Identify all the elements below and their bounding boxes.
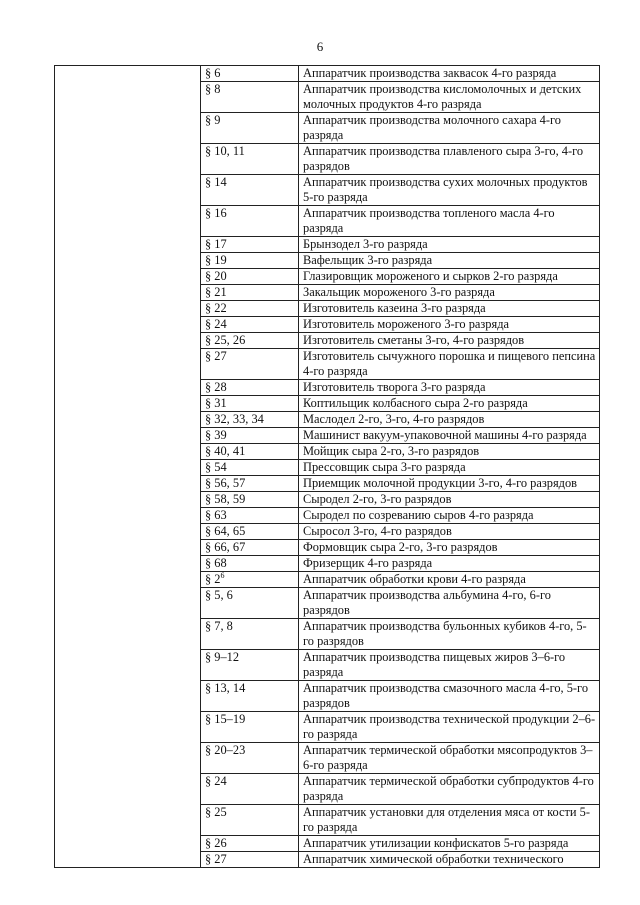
paragraph-ref-text: § 22 (205, 301, 227, 315)
paragraph-ref (201, 650, 299, 681)
paragraph-superscript: 6 (220, 571, 225, 580)
paragraph-ref-text: § 27 (205, 349, 227, 363)
paragraph-ref-text: § 32, 33, 34 (205, 412, 264, 426)
paragraph-ref (201, 492, 299, 508)
paragraph-ref-text: § 25 (205, 805, 227, 819)
profession-title: Приемщик молочной продукции 3-го, 4-го разрядов (299, 476, 600, 492)
paragraph-ref-text: § 40, 41 (205, 444, 246, 458)
profession-title: Формовщик сыра 2-го, 3-го разрядов (299, 540, 600, 556)
paragraph-ref (201, 66, 299, 82)
profession-title: Аппаратчик производства заквасок 4-го разряда (299, 66, 600, 82)
paragraph-ref (201, 412, 299, 428)
profession-title: Изготовитель творога 3-го разряда (299, 380, 600, 396)
paragraph-ref-text: § 14 (205, 175, 227, 189)
profession-title: Аппаратчик производства смазочного масла 4-го, 5-го разрядов (299, 681, 600, 712)
paragraph-ref-text: § 28 (205, 380, 227, 394)
paragraph-ref (201, 349, 299, 380)
profession-title: Аппаратчик производства топленого масла 4-го разряда (299, 206, 600, 237)
page-number: 6 (316, 39, 324, 54)
paragraph-ref-text: § 25, 26 (205, 333, 246, 347)
paragraph-ref-text: § 15–19 (205, 712, 246, 726)
profession-title: Аппаратчик производства бульонных кубиков 4-го, 5-го разрядов (299, 619, 600, 650)
profession-title: Прессовщик сыра 3-го разряда (299, 460, 600, 476)
paragraph-ref (201, 540, 299, 556)
paragraph-ref (201, 508, 299, 524)
profession-title: Сыродел по созреванию сыров 4-го разряда (299, 508, 600, 524)
profession-title: Изготовитель сычужного порошка и пищевого пепсина 4-го разряда (299, 349, 600, 380)
profession-title: Сыродел 2-го, 3-го разрядов (299, 492, 600, 508)
paragraph-ref-text: § 24 (205, 317, 227, 331)
paragraph-ref (201, 396, 299, 412)
paragraph-ref (201, 206, 299, 237)
paragraph-ref (201, 333, 299, 349)
paragraph-ref-text: § 66, 67 (205, 540, 246, 554)
paragraph-ref (201, 476, 299, 492)
paragraph-ref-text: § 9 (205, 113, 221, 127)
profession-title: Изготовитель казеина 3-го разряда (299, 301, 600, 317)
profession-title: Мойщик сыра 2-го, 3-го разрядов (299, 444, 600, 460)
paragraph-ref (201, 836, 299, 852)
paragraph-ref-text: § 19 (205, 253, 227, 267)
paragraph-ref-text: § 21 (205, 285, 227, 299)
paragraph-ref (201, 144, 299, 175)
paragraph-ref (201, 253, 299, 269)
paragraph-ref (201, 428, 299, 444)
paragraph-ref-text: § 8 (205, 82, 221, 96)
paragraph-ref (201, 852, 299, 868)
paragraph-ref-text: § 31 (205, 396, 227, 410)
paragraph-ref (201, 113, 299, 144)
paragraph-ref-text: § 27 (205, 852, 227, 866)
paragraph-ref (201, 380, 299, 396)
paragraph-ref-text: § 5, 6 (205, 588, 233, 602)
profession-title: Аппаратчик производства плавленого сыра 3-го, 4-го разрядов (299, 144, 600, 175)
paragraph-ref (201, 805, 299, 836)
paragraph-ref (201, 269, 299, 285)
profession-title: Аппаратчик утилизации конфискатов 5-го разряда (299, 836, 600, 852)
profession-title: Изготовитель сметаны 3-го, 4-го разрядов (299, 333, 600, 349)
profession-title: Маслодел 2-го, 3-го, 4-го разрядов (299, 412, 600, 428)
paragraph-ref (201, 681, 299, 712)
paragraph-ref-text: § 6 (205, 66, 221, 80)
paragraph-ref-text: § 16 (205, 206, 227, 220)
paragraph-ref (201, 556, 299, 572)
paragraph-ref-text: § 56, 57 (205, 476, 246, 490)
paragraph-ref (201, 460, 299, 476)
profession-title: Аппаратчик производства пищевых жиров 3–6-го разряда (299, 650, 600, 681)
profession-title: Глазировщик мороженого и сырков 2-го разряда (299, 269, 600, 285)
paragraph-ref-text: § 17 (205, 237, 227, 251)
paragraph-ref (201, 444, 299, 460)
paragraph-ref-text: § 13, 14 (205, 681, 246, 695)
profession-title: Сыросол 3-го, 4-го разрядов (299, 524, 600, 540)
paragraph-ref-text: § 54 (205, 460, 227, 474)
blank-first-column (55, 66, 201, 868)
paragraph-ref (201, 317, 299, 333)
paragraph-ref-text: § 20 (205, 269, 227, 283)
profession-title: Аппаратчик производства технической продукции 2–6-го разряда (299, 712, 600, 743)
profession-title: Аппаратчик производства альбумина 4-го, 6-го разрядов (299, 588, 600, 619)
paragraph-ref-text: § 58, 59 (205, 492, 246, 506)
paragraph-ref-text: § 7, 8 (205, 619, 233, 633)
profession-title: Аппаратчик установки для отделения мяса от кости 5-го разряда (299, 805, 600, 836)
paragraph-ref-text: § 63 (205, 508, 227, 522)
paragraph-ref-text: § 68 (205, 556, 227, 570)
paragraph-ref-text: § 39 (205, 428, 227, 442)
profession-title: Аппаратчик производства молочного сахара 4-го разряда (299, 113, 600, 144)
paragraph-ref (201, 572, 299, 588)
paragraph-ref-text: § 9–12 (205, 650, 240, 664)
profession-title: Аппаратчик термической обработки мясопродуктов 3–6-го разряда (299, 743, 600, 774)
paragraph-ref-text: § 10, 11 (205, 144, 245, 158)
profession-table (54, 65, 600, 868)
paragraph-ref-text: § 26 (205, 836, 227, 850)
paragraph-ref (201, 588, 299, 619)
table-row (55, 66, 600, 82)
paragraph-ref (201, 237, 299, 253)
paragraph-ref (201, 774, 299, 805)
paragraph-ref-text: § 24 (205, 774, 227, 788)
paragraph-ref-text: § 64, 65 (205, 524, 246, 538)
profession-title: Изготовитель мороженого 3-го разряда (299, 317, 600, 333)
profession-title: Аппаратчик обработки крови 4-го разряда (299, 572, 600, 588)
paragraph-ref (201, 175, 299, 206)
paragraph-ref (201, 301, 299, 317)
profession-title: Закальщик мороженого 3-го разряда (299, 285, 600, 301)
paragraph-ref (201, 619, 299, 650)
profession-title: Аппаратчик производства кисломолочных и детских молочных продуктов 4-го разряда (299, 82, 600, 113)
paragraph-ref (201, 712, 299, 743)
profession-title: Фризерщик 4-го разряда (299, 556, 600, 572)
paragraph-ref (201, 82, 299, 113)
profession-title: Вафельщик 3-го разряда (299, 253, 600, 269)
profession-title: Брынзодел 3-го разряда (299, 237, 600, 253)
profession-title: Аппаратчик производства сухих молочных продуктов 5-го разряда (299, 175, 600, 206)
profession-title: Машинист вакуум-упаковочной машины 4-го разряда (299, 428, 600, 444)
profession-title: Аппаратчик термической обработки субпродуктов 4-го разряда (299, 774, 600, 805)
profession-title: Коптильщик колбасного сыра 2-го разряда (299, 396, 600, 412)
paragraph-ref (201, 743, 299, 774)
paragraph-ref (201, 285, 299, 301)
paragraph-ref (201, 524, 299, 540)
profession-title: Аппаратчик химической обработки технического (299, 852, 600, 868)
paragraph-ref-text: § 2 (205, 572, 221, 586)
paragraph-ref-text: § 20–23 (205, 743, 246, 757)
